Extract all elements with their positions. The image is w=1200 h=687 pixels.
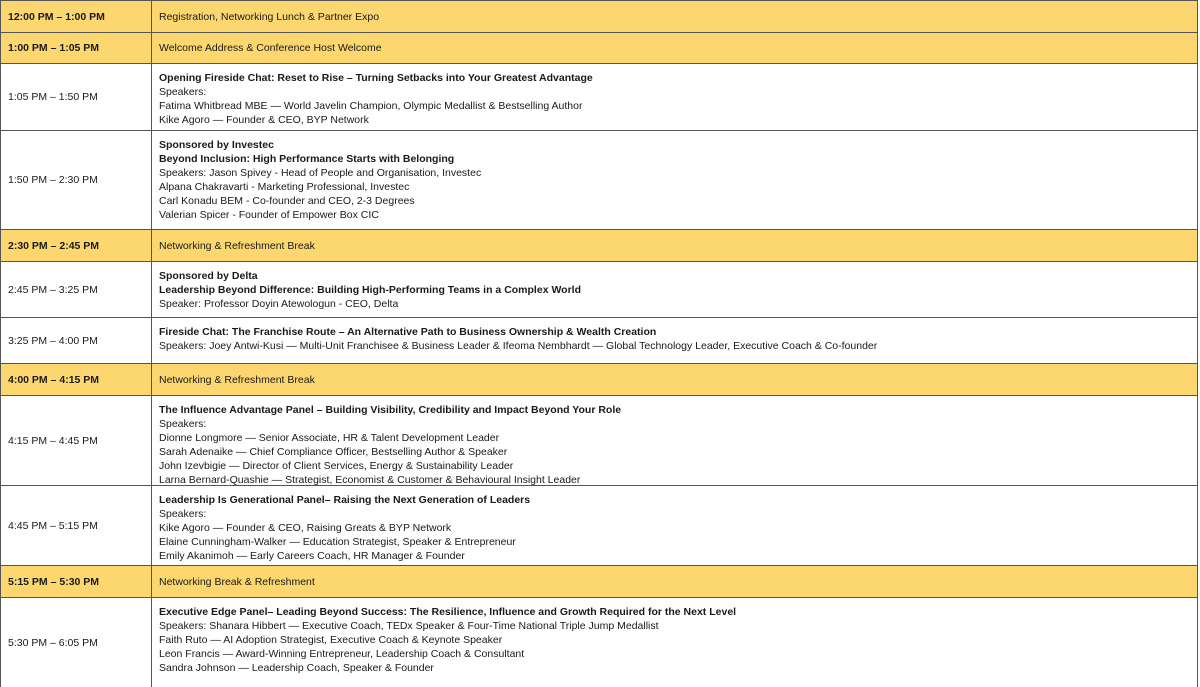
- session-detail-line: Speakers: Jason Spivey - Head of People and Organisation, Investec: [159, 167, 482, 179]
- agenda-row: [0, 261, 1198, 317]
- session-detail-line: Networking & Refreshment Break: [159, 239, 315, 252]
- session-title: Executive Edge Panel– Leading Beyond Success: The Resilience, Influence and Growth Required for the Next Level: [159, 606, 737, 618]
- agenda-row: [0, 229, 1198, 261]
- session-detail-line: Speakers: Shanara Hibbert — Executive Coach, TEDx Speaker & Four-Time National Triple Jump Medallist: [159, 620, 659, 632]
- session-detail-line: Emily Akanimoh — Early Careers Coach, HR Manager & Founder: [159, 550, 465, 562]
- session-title: The Influence Advantage Panel – Building Visibility, Credibility and Impact Beyond Your Role: [159, 404, 622, 416]
- agenda-row: [0, 0, 1198, 32]
- session-details: [152, 364, 1198, 395]
- session-detail-line: Elaine Cunningham-Walker — Education Strategist, Speaker & Entrepreneur: [159, 536, 516, 548]
- session-title: Sponsored by Delta: [159, 270, 258, 282]
- session-title: Opening Fireside Chat: Reset to Rise – Turning Setbacks into Your Greatest Advantage: [159, 72, 593, 84]
- session-title: Beyond Inclusion: High Performance Starts with Belonging: [159, 153, 455, 165]
- session-detail-line: Registration, Networking Lunch & Partner Expo: [159, 10, 380, 23]
- session-time: 5:30 PM – 6:05 PM: [0, 598, 152, 687]
- agenda-row: [0, 363, 1198, 395]
- session-time: 2:45 PM – 3:25 PM: [0, 262, 152, 317]
- session-details: [152, 318, 1198, 363]
- agenda-row: [0, 565, 1198, 597]
- session-detail-line: Fatima Whitbread MBE — World Javelin Champion, Olympic Medallist & Bestselling Author: [159, 100, 583, 112]
- session-time: 1:00 PM – 1:05 PM: [0, 33, 152, 63]
- session-detail-line: Speaker: Professor Doyin Atewologun - CEO, Delta: [159, 298, 399, 310]
- session-detail-line: Kike Agoro — Founder & CEO, Raising Greats & BYP Network: [159, 522, 452, 534]
- session-time: 5:15 PM – 5:30 PM: [0, 566, 152, 597]
- agenda-row: [0, 130, 1198, 229]
- session-time: 2:30 PM – 2:45 PM: [0, 230, 152, 261]
- session-detail-line: Sarah Adenaike — Chief Compliance Officer, Bestselling Author & Speaker: [159, 446, 508, 458]
- session-details: [152, 33, 1198, 63]
- session-detail-line: Leon Francis — Award-Winning Entrepreneur, Leadership Coach & Consultant: [159, 648, 525, 660]
- session-time: 4:45 PM – 5:15 PM: [0, 486, 152, 565]
- session-time: 4:15 PM – 4:45 PM: [0, 396, 152, 485]
- session-details: [152, 131, 1198, 229]
- session-details: [152, 598, 1198, 687]
- session-time: 4:00 PM – 4:15 PM: [0, 364, 152, 395]
- agenda-row: [0, 317, 1198, 363]
- session-detail-line: Networking & Refreshment Break: [159, 373, 315, 386]
- session-detail-line: Networking Break & Refreshment: [159, 575, 315, 588]
- session-details: [152, 396, 1198, 485]
- session-detail-line: John Izevbigie — Director of Client Services, Energy & Sustainability Leader: [159, 460, 514, 472]
- agenda-row: [0, 395, 1198, 485]
- session-title: Leadership Beyond Difference: Building High-Performing Teams in a Complex World: [159, 284, 581, 296]
- session-details: [152, 566, 1198, 597]
- session-detail-line: Faith Ruto — AI Adoption Strategist, Executive Coach & Keynote Speaker: [159, 634, 503, 646]
- session-detail-line: Speakers:: [159, 418, 207, 430]
- session-details: [152, 262, 1198, 317]
- session-detail-line: Welcome Address & Conference Host Welcome: [159, 42, 382, 54]
- session-details: [152, 1, 1198, 32]
- session-detail-line: Speakers: Joey Antwi-Kusi — Multi-Unit Franchisee & Business Leader & Ifeoma Nembhardt — Global Technology Leader, Executive Coach & Co-founder: [159, 340, 878, 352]
- session-details: [152, 64, 1198, 130]
- agenda-row: [0, 485, 1198, 565]
- session-detail-line: Carl Konadu BEM - Co-founder and CEO, 2-3 Degrees: [159, 195, 415, 207]
- agenda-row: [0, 32, 1198, 63]
- session-detail-line: Kike Agoro — Founder & CEO, BYP Network: [159, 114, 369, 126]
- session-time: 12:00 PM – 1:00 PM: [0, 1, 152, 32]
- session-title: Leadership Is Generational Panel– Raising the Next Generation of Leaders: [159, 494, 531, 506]
- session-details: [152, 230, 1198, 261]
- session-detail-line: Speakers:: [159, 86, 207, 98]
- session-time: 1:05 PM – 1:50 PM: [0, 64, 152, 130]
- session-title: Sponsored by Investec: [159, 139, 274, 151]
- session-time: 3:25 PM – 4:00 PM: [0, 318, 152, 363]
- session-detail-line: Sandra Johnson — Leadership Coach, Speaker & Founder: [159, 662, 434, 674]
- session-detail-line: Speakers:: [159, 508, 207, 520]
- session-detail-line: Alpana Chakravarti - Marketing Professional, Investec: [159, 181, 410, 193]
- session-detail-line: Dionne Longmore — Senior Associate, HR & Talent Development Leader: [159, 432, 500, 444]
- session-details: [152, 486, 1198, 565]
- agenda-row: [0, 597, 1198, 687]
- session-time: 1:50 PM – 2:30 PM: [0, 131, 152, 229]
- session-detail-line: Larna Bernard-Quashie — Strategist, Economist & Customer & Behavioural Insight Leader: [159, 474, 581, 485]
- session-detail-line: Valerian Spicer - Founder of Empower Box CIC: [159, 209, 379, 221]
- agenda-row: [0, 63, 1198, 130]
- session-title: Fireside Chat: The Franchise Route – An Alternative Path to Business Ownership & Wealth Creation: [159, 326, 657, 338]
